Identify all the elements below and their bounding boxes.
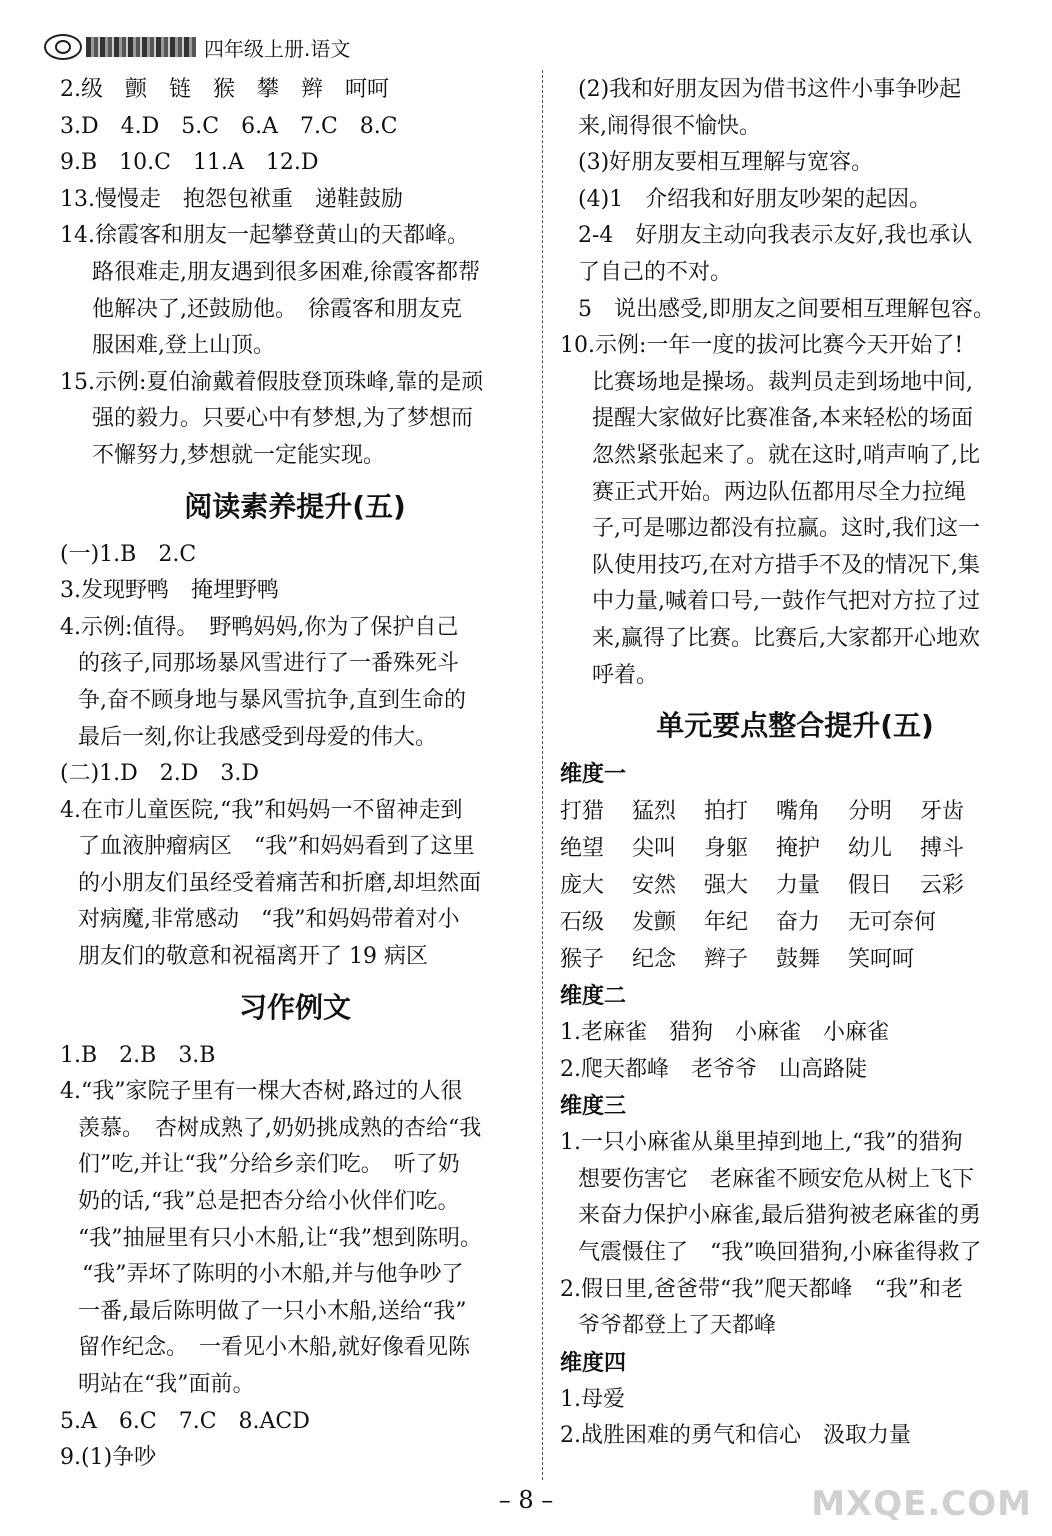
word-item: 云彩	[920, 873, 965, 899]
answer-line: 3.发现野鸭 掩埋野鸭	[60, 578, 279, 604]
answer-line: 队使用技巧,在对方措手不及的情况下,集	[592, 552, 980, 578]
logo-text-graphic	[86, 37, 196, 57]
answer-line: 5.A 6.C 7.C 8.ACD	[60, 1408, 310, 1434]
answer-line: 来,赢得了比赛。比赛后,大家都开心地欢	[592, 625, 980, 651]
answer-line: (一)1.B 2.C	[60, 541, 197, 567]
site-watermark: MXQE.COM	[811, 1484, 1032, 1524]
word-item: 力量	[776, 873, 821, 899]
dimension-heading: 维度四	[560, 1350, 627, 1376]
section-title: 阅读素养提升(五)	[184, 489, 406, 523]
answers-block-2	[60, 537, 530, 976]
answer-line: 们”吃,并让“我”分给乡亲们吃。 听了奶	[78, 1152, 460, 1178]
answer-line: 子,可是哪边都没有拉赢。这时,我们这一	[592, 516, 980, 542]
word-item: 奋力	[776, 910, 821, 936]
answer-line: 奶的话,“我”总是把杏分给小伙伴们吃。	[78, 1189, 460, 1215]
word-item: 搏斗	[920, 836, 965, 862]
answer-line: 2.爬天都峰 老爷爷 山高路陡	[560, 1056, 867, 1082]
answer-line: 4.“我”家院子里有一棵大杏树,路过的人很	[60, 1079, 463, 1105]
answer-line: 服困难,登上山顶。	[92, 333, 275, 359]
publisher-logo	[44, 34, 196, 60]
answer-line: (2)我和好朋友因为借书这件小事争吵起	[578, 77, 962, 102]
answer-line: 10.示例:一年一度的拔河比赛今天开始了!	[560, 333, 964, 359]
word-item: 石级	[560, 910, 605, 936]
column-divider	[542, 70, 543, 1480]
answer-line: 赛正式开始。两边队伍都用尽全力拉绳	[592, 479, 967, 505]
answer-line: 2.假日里,爸爸带“我”爬天都峰 “我”和老	[560, 1276, 963, 1302]
word-item: 安然	[632, 873, 677, 899]
answer-line: 中力量,喊着口号,一鼓作气把对方拉了过	[592, 589, 980, 615]
answer-line: 15.示例:夏伯渝戴着假肢登顶珠峰,靠的是顽	[60, 369, 484, 395]
answer-line: 明站在“我”面前。	[78, 1372, 255, 1397]
page-header	[44, 30, 350, 64]
answer-line: 的孩子,同那场暴风雪进行了一番殊死斗	[78, 651, 459, 677]
word-item: 辫子	[704, 947, 749, 973]
answer-line: 9.B 10.C 11.A 12.D	[60, 150, 319, 176]
answer-line: 9.(1)争吵	[60, 1445, 157, 1471]
answer-line: 5 说出感受,即朋友之间要相互理解包容。	[578, 296, 995, 322]
answer-line: 2.战胜困难的勇气和信心 汲取力量	[560, 1423, 911, 1449]
answer-line: 忽然紧张起来了。就在这时,哨声响了,比	[592, 442, 980, 468]
answer-line: 提醒大家做好比赛准备,本来轻松的场面	[592, 406, 973, 432]
word-item	[920, 941, 990, 978]
answer-line: 1.一只小麻雀从巢里掉到地上,“我”的猎狗	[560, 1130, 963, 1156]
word-item: 庞大	[560, 873, 605, 899]
header-title: 四年级上册.语文	[204, 36, 351, 61]
dimension-heading: 维度二	[560, 984, 627, 1010]
answer-line: 他解决了,还鼓励他。 徐霞客和朋友克	[92, 296, 462, 322]
answer-line: 1.老麻雀 猎狗 小麻雀 小麻雀	[560, 1020, 889, 1046]
word-item: 无可奈何	[848, 910, 937, 936]
answer-line: 最后一刻,你让我感受到母爱的伟大。	[78, 724, 437, 750]
word-item: 身躯	[704, 836, 749, 862]
answer-line: 强的毅力。只要心中有梦想,为了梦想而	[92, 406, 473, 432]
answer-line: 比赛场地是操场。裁判员走到场地中间,	[592, 369, 973, 395]
answer-line: 1.B 2.B 3.B	[60, 1042, 216, 1068]
answer-line: 14.徐霞客和朋友一起攀登黄山的天都峰。	[60, 223, 469, 249]
word-item: 强大	[704, 873, 749, 899]
word-item: 拍打	[704, 799, 749, 825]
word-item: 分明	[848, 799, 893, 825]
word-item: 打猎	[560, 799, 605, 825]
word-item: 发颤	[632, 910, 677, 936]
answer-line: (4)1 介绍我和好朋友吵架的起因。	[578, 186, 932, 212]
answer-line: 1.母爱	[560, 1386, 625, 1412]
answer-line: “我”抽屉里有只小木船,让“我”想到陈明。	[78, 1225, 482, 1251]
word-item: 牙齿	[920, 799, 965, 825]
answer-line: 爷爷都登上了天都峰	[578, 1313, 777, 1339]
word-item	[920, 904, 990, 941]
word-item: 嘴角	[776, 799, 821, 825]
answer-line: 不懈努力,梦想就一定能实现。	[92, 442, 385, 468]
answers-block-3	[60, 1038, 530, 1477]
answers-block-4	[560, 72, 1030, 694]
answer-line: (二)1.D 2.D 3.D	[60, 761, 260, 787]
right-column	[560, 72, 1030, 1455]
answer-line: 留作纪念。 一看见小木船,就好像看见陈	[78, 1335, 470, 1361]
dimension-heading: 维度一	[560, 762, 627, 788]
answer-line: 争,奋不顾身地与暴风雪抗争,直到生命的	[78, 687, 466, 713]
word-item: 猛烈	[632, 799, 677, 825]
answer-line: 朋友们的敬意和祝福离开了 19 病区	[78, 944, 428, 970]
answer-line: 4.示例:值得。 野鸭妈妈,你为了保护自己	[60, 614, 459, 640]
logo-mark-icon	[44, 34, 82, 60]
word-item: 猴子	[560, 947, 605, 973]
word-item: 尖叫	[632, 836, 677, 862]
left-column	[60, 72, 530, 1477]
answer-line: 了自己的不对。	[578, 259, 733, 285]
answer-line: “我”弄坏了陈明的小木船,并与他争吵了	[82, 1262, 464, 1288]
answer-line: 来,闹得很不愉快。	[578, 113, 761, 139]
answer-line: 想要伤害它 老麻雀不顾安危从树上飞下	[578, 1166, 975, 1192]
word-item: 纪念	[632, 947, 677, 973]
section-title: 习作例文	[238, 990, 351, 1024]
word-item: 掩护	[776, 836, 821, 862]
answer-line: (3)好朋友要相互理解与宽容。	[578, 150, 874, 176]
word-item: 幼儿	[848, 836, 893, 862]
word-item: 年纪	[704, 910, 749, 936]
answer-line: 羡慕。 杏树成熟了,奶奶挑成熟的杏给“我	[78, 1115, 482, 1141]
answer-line: 4.在市儿童医院,“我”和妈妈一不留神走到	[60, 797, 463, 823]
answers-block-1	[60, 72, 530, 475]
page-number: – 8 –	[498, 1486, 554, 1514]
answer-line: 路很难走,朋友遇到很多困难,徐霞客都帮	[92, 259, 480, 285]
section-title: 单元要点整合提升(五)	[656, 709, 934, 743]
answer-line: 来奋力保护小麻雀,最后猎狗被老麻雀的勇	[578, 1203, 981, 1229]
answer-line: 的小朋友们虽经受着痛苦和折磨,却坦然面	[78, 870, 481, 896]
answer-line: 对病魔,非常感动 “我”和妈妈带着对小	[78, 907, 460, 933]
answer-line: 了血液肿瘤病区 “我”和妈妈看到了这里	[78, 834, 475, 860]
answer-line: 2-4 好朋友主动向我表示友好,我也承认	[578, 223, 973, 249]
word-item: 鼓舞	[776, 947, 821, 973]
answer-line: 气震慑住了 “我”唤回猎狗,小麻雀得救了	[578, 1240, 982, 1266]
answer-line: 一番,最后陈明做了一只小木船,送给“我”	[78, 1298, 467, 1324]
dimension-heading: 维度三	[560, 1094, 627, 1120]
answer-line: 呼着。	[592, 662, 659, 688]
word-item: 绝望	[560, 836, 605, 862]
answer-line: 2.级 颤 链 猴 攀 辫 呵呵	[60, 77, 389, 102]
word-item: 笑呵呵	[848, 947, 915, 973]
answer-line: 3.D 4.D 5.C 6.A 7.C 8.C	[60, 113, 398, 139]
word-grid	[560, 793, 1030, 978]
answer-line: 13.慢慢走 抱怨包袱重 递鞋鼓励	[60, 186, 403, 212]
word-item: 假日	[848, 873, 893, 899]
